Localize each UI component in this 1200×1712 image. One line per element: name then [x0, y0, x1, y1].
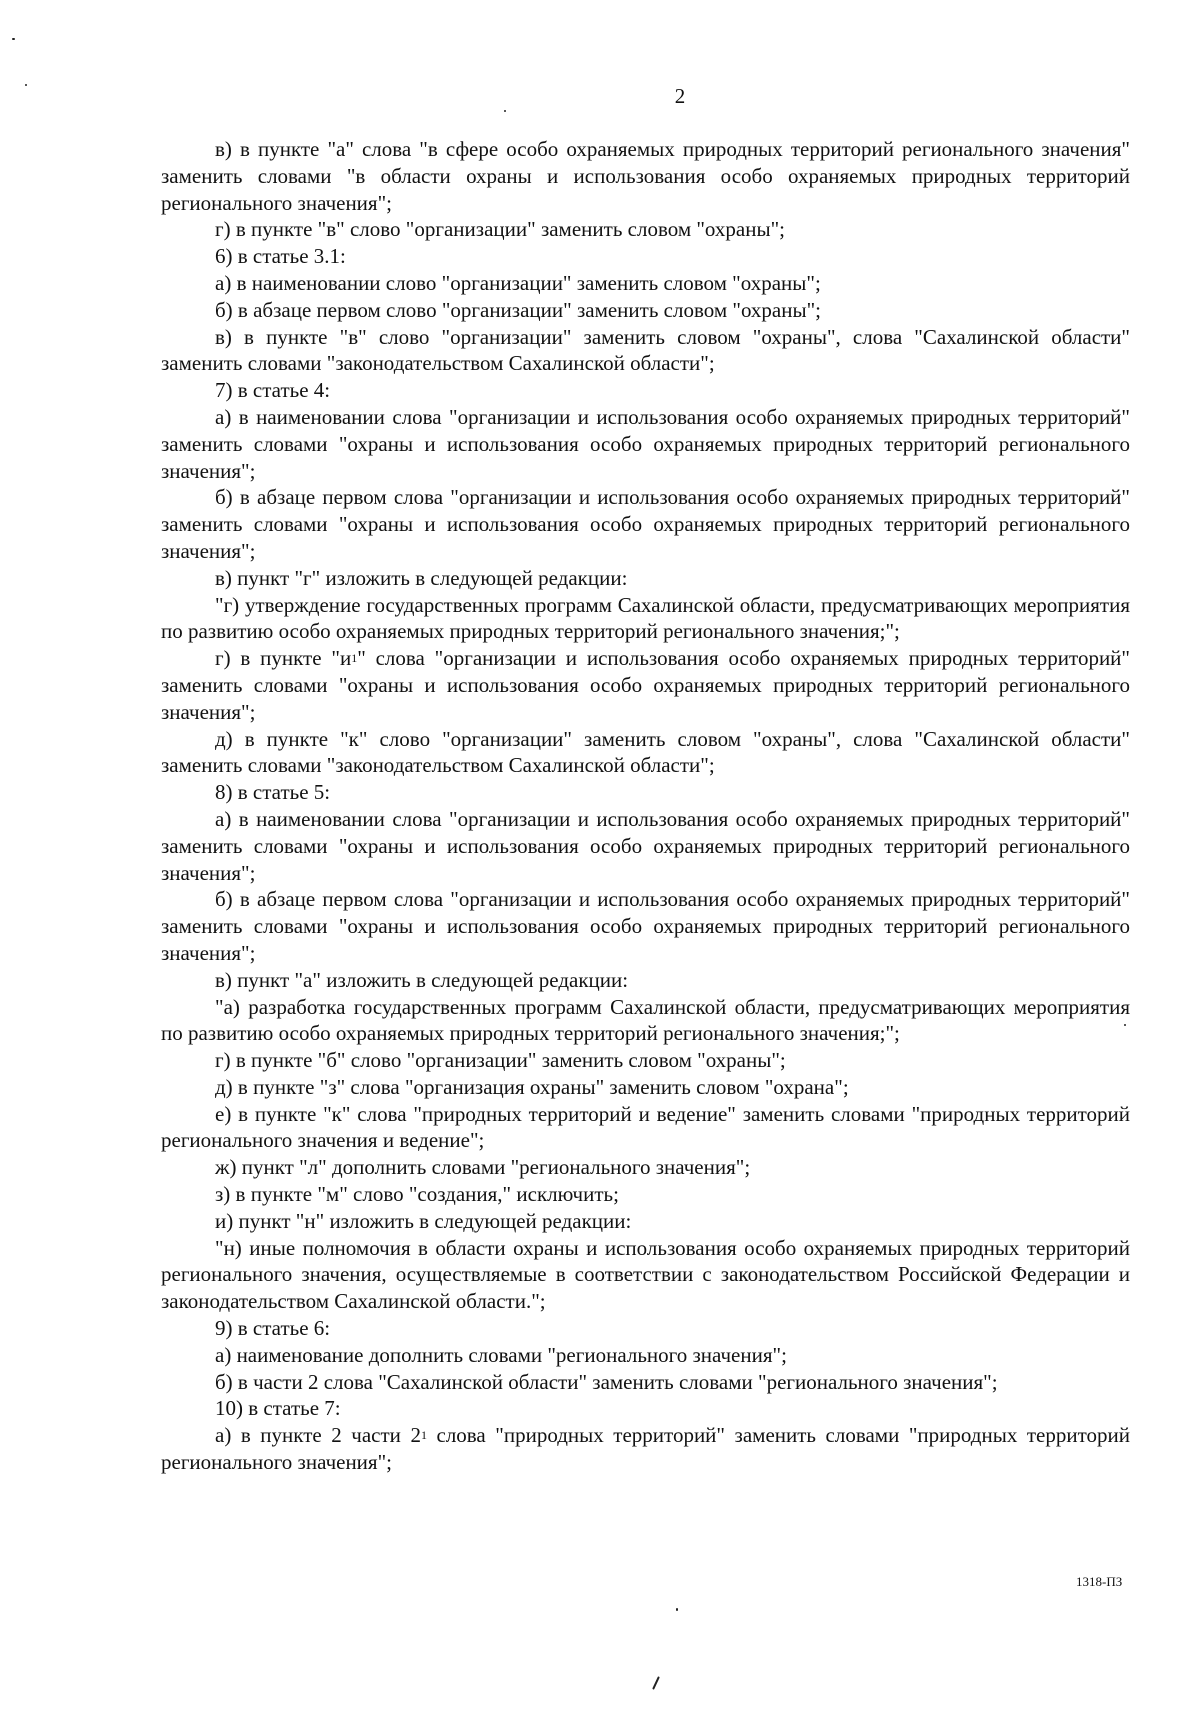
paragraph: 9) в статье 6: — [215, 1316, 331, 1341]
scan-speck — [25, 84, 27, 86]
paragraph: б) в части 2 слова "Сахалинской области" заменить словами "регионального значения"; — [215, 1369, 998, 1394]
superscript: 1 — [351, 651, 358, 666]
paragraph: б) в абзаце первом слово "организации" заменить словом "охраны"; — [215, 297, 821, 322]
paragraph: д) в пункте "к" слово "организации" заменить словом "охраны", слова "Сахалинской области" заменить словами "законодательством Сахалинской области"; — [161, 726, 1130, 778]
paragraph: г) в пункте "б" слово "организации" заменить словом "охраны"; — [215, 1048, 786, 1073]
scan-speck — [12, 38, 15, 40]
paragraph: д) в пункте "з" слова "организация охраны" заменить словом "охрана"; — [215, 1074, 849, 1099]
paragraph-text: слова "природных территорий" заменить словами "природных территорий регионального значения"; — [161, 1423, 1130, 1475]
scan-speck — [504, 110, 506, 112]
paragraph-text: " слова "организации и использования особо охраняемых природных территорий" заменить словами "охраны и использования особо охраняемых природных территорий регионального значения"; — [161, 646, 1130, 724]
paragraph: в) пункт "а" изложить в следующей редакции: — [215, 967, 629, 992]
superscript: 1 — [420, 1428, 427, 1443]
paragraph: "н) иные полномочия в области охраны и использования особо охраняемых природных территорий регионального значения, осуществляемые в соответствии с законодательством Российской Федерации и законодательством Сахалинской области."; — [161, 1235, 1130, 1314]
paragraph: а) в наименовании слово "организации" заменить словом "охраны"; — [215, 270, 821, 295]
paragraph: 7) в статье 4: — [215, 378, 331, 403]
paragraph — [161, 645, 1130, 725]
paragraph-text: а) в пункте 2 части 2 — [215, 1423, 421, 1448]
paragraph: з) в пункте "м" слово "создания," исключить; — [215, 1182, 619, 1207]
paragraph: в) в пункте "а" слова "в сфере особо охраняемых природных территорий регионального значения" заменить словами "в области охраны и использования особо охраняемых природных территорий регионального значения"; — [161, 137, 1130, 215]
paragraph: е) в пункте "к" слова "природных территорий и ведение" заменить словами "природных территорий регионального значения и ведение"; — [161, 1101, 1130, 1153]
paragraph: 10) в статье 7: — [215, 1396, 341, 1421]
paragraph: а) в наименовании слова "организации и использования особо охраняемых природных территорий" заменить словами "охраны и использования особо охраняемых природных территорий регионального значения"; — [161, 806, 1130, 885]
paragraph-text: г) в пункте "и — [215, 646, 352, 671]
paragraph: а) наименование дополнить словами "регионального значения"; — [215, 1342, 787, 1367]
paragraph: г) в пункте "в" слово "организации" заменить словом "охраны"; — [215, 217, 785, 242]
scan-speck — [676, 1608, 678, 1611]
paragraph: "а) разработка государственных программ Сахалинской области, предусматривающих мероприятия по развитию особо охраняемых природных территорий регионального значения;"; — [161, 994, 1130, 1046]
paragraph: ж) пункт "л" дополнить словами "регионального значения"; — [215, 1155, 751, 1180]
paragraph: 8) в статье 5: — [215, 780, 331, 805]
paragraph: б) в абзаце первом слова "организации и использования особо охраняемых природных территорий" заменить словами "охраны и использования особо охраняемых природных территорий регионального значения"; — [161, 887, 1130, 965]
paragraph: "г) утверждение государственных программ Сахалинской области, предусматривающих мероприятия по развитию особо охраняемых природных территорий регионального значения;"; — [161, 592, 1130, 644]
paragraph: в) пункт "г" изложить в следующей редакции: — [215, 565, 628, 590]
paragraph — [161, 1422, 1130, 1476]
document-body — [161, 136, 1130, 1476]
scan-speck — [652, 1676, 660, 1690]
paragraph: и) пункт "н" изложить в следующей редакции: — [215, 1208, 632, 1233]
document-code: 1318-ПЗ — [1076, 1574, 1123, 1589]
paragraph: а) в наименовании слова "организации и использования особо охраняемых природных территорий" заменить словами "охраны и использования особо охраняемых природных территорий регионального значения"; — [161, 404, 1130, 483]
paragraph: 6) в статье 3.1: — [215, 244, 346, 269]
page-number: 2 — [674, 84, 686, 108]
paragraph: в) в пункте "в" слово "организации" заменить словом "охраны", слова "Сахалинской области" заменить словами "законодательством Сахалинской области"; — [161, 324, 1130, 376]
paragraph: б) в абзаце первом слова "организации и использования особо охраняемых природных территорий" заменить словами "охраны и использования особо охраняемых природных территорий регионального значения"; — [161, 485, 1130, 563]
scan-speck — [1124, 1024, 1126, 1026]
